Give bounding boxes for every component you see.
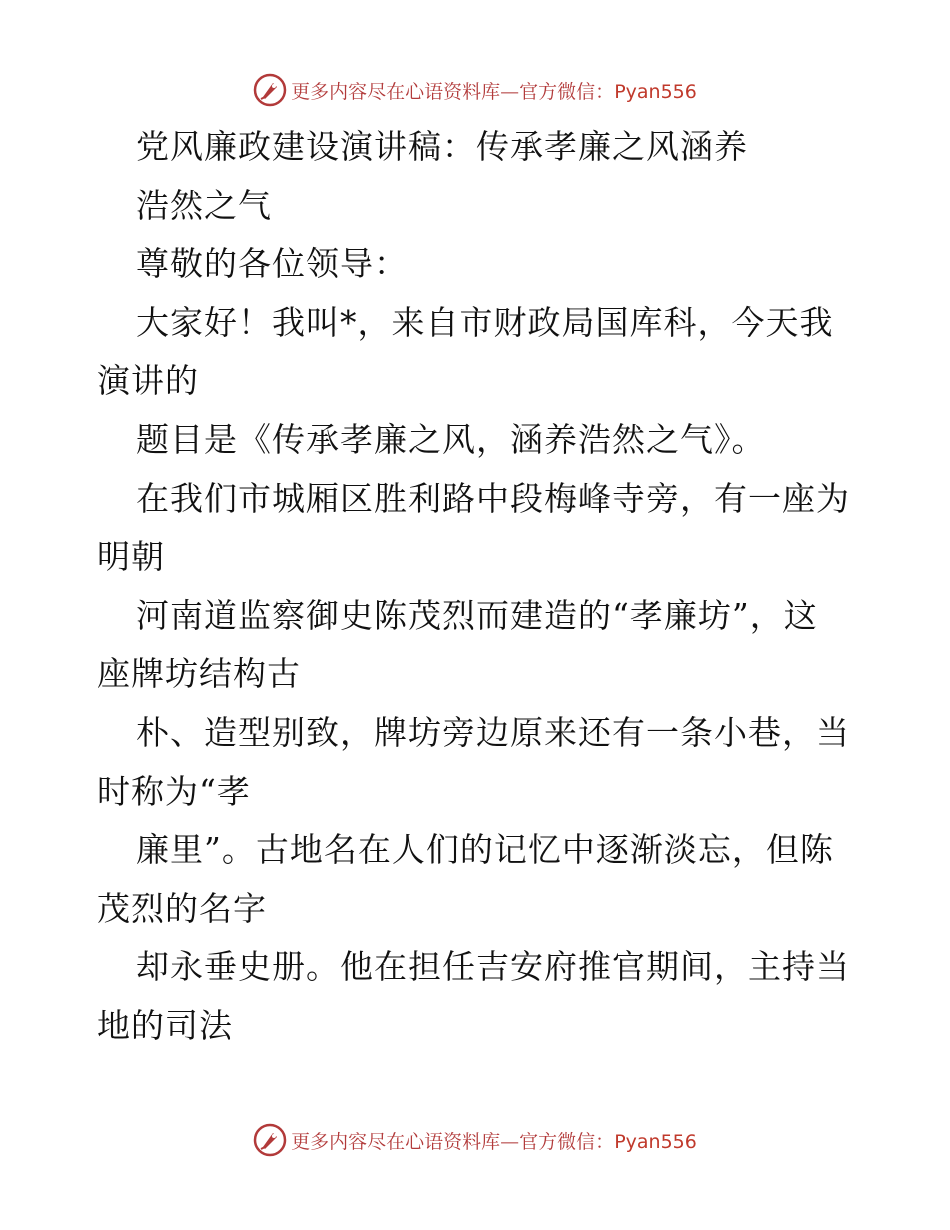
text-line: 党风廉政建设演讲稿：传承孝廉之风涵养 bbox=[136, 127, 748, 166]
text-line: 地的司法 bbox=[97, 1005, 233, 1045]
watermark-wechat-id: Pyan556 bbox=[614, 1130, 697, 1153]
text-line: 尊敬的各位领导： bbox=[136, 244, 408, 284]
watermark-main: 更多内容尽在心语资料库 bbox=[291, 1130, 501, 1153]
watermark-text bbox=[291, 1127, 697, 1154]
text-line: 座牌坊结构古 bbox=[97, 654, 301, 694]
text-line: 茂烈的名字 bbox=[97, 888, 267, 928]
text-line: 河南道监察御史陈茂烈而建造的“孝廉坊”，这 bbox=[136, 595, 818, 635]
watermark-separator: — bbox=[500, 80, 520, 103]
text-line: 时称为“孝 bbox=[97, 771, 251, 811]
pen-nib-logo-icon bbox=[253, 1123, 287, 1157]
watermark-suffix: 官方微信： bbox=[519, 1130, 615, 1153]
text-line: 明朝 bbox=[97, 537, 165, 577]
watermark-separator: — bbox=[500, 1130, 520, 1153]
text-line: 浩然之气 bbox=[136, 185, 272, 225]
document-body bbox=[97, 118, 857, 1056]
text-line: 题目是《传承孝廉之风，涵养浩然之气》。 bbox=[136, 419, 766, 459]
watermark-wechat-id: Pyan556 bbox=[614, 80, 697, 103]
text-line: 却永垂史册。他在担任吉安府推官期间，主持当 bbox=[136, 947, 850, 987]
text-line: 朴、造型别致，牌坊旁边原来还有一条小巷，当 bbox=[136, 712, 850, 752]
footer-watermark bbox=[0, 1120, 950, 1160]
watermark-text bbox=[291, 77, 697, 104]
text-line: 在我们市城厢区胜利路中段梅峰寺旁，有一座为 bbox=[136, 478, 850, 518]
header-watermark bbox=[0, 70, 950, 110]
text-line: 大家好！我叫*，来自市财政局国库科，今天我 bbox=[136, 302, 834, 342]
text-line: 演讲的 bbox=[97, 361, 199, 401]
watermark-suffix: 官方微信： bbox=[519, 80, 615, 103]
text-line: 廉里”。古地名在人们的记忆中逐渐淡忘，但陈 bbox=[136, 830, 834, 870]
pen-nib-logo-icon bbox=[253, 73, 287, 107]
watermark-main: 更多内容尽在心语资料库 bbox=[291, 80, 501, 103]
